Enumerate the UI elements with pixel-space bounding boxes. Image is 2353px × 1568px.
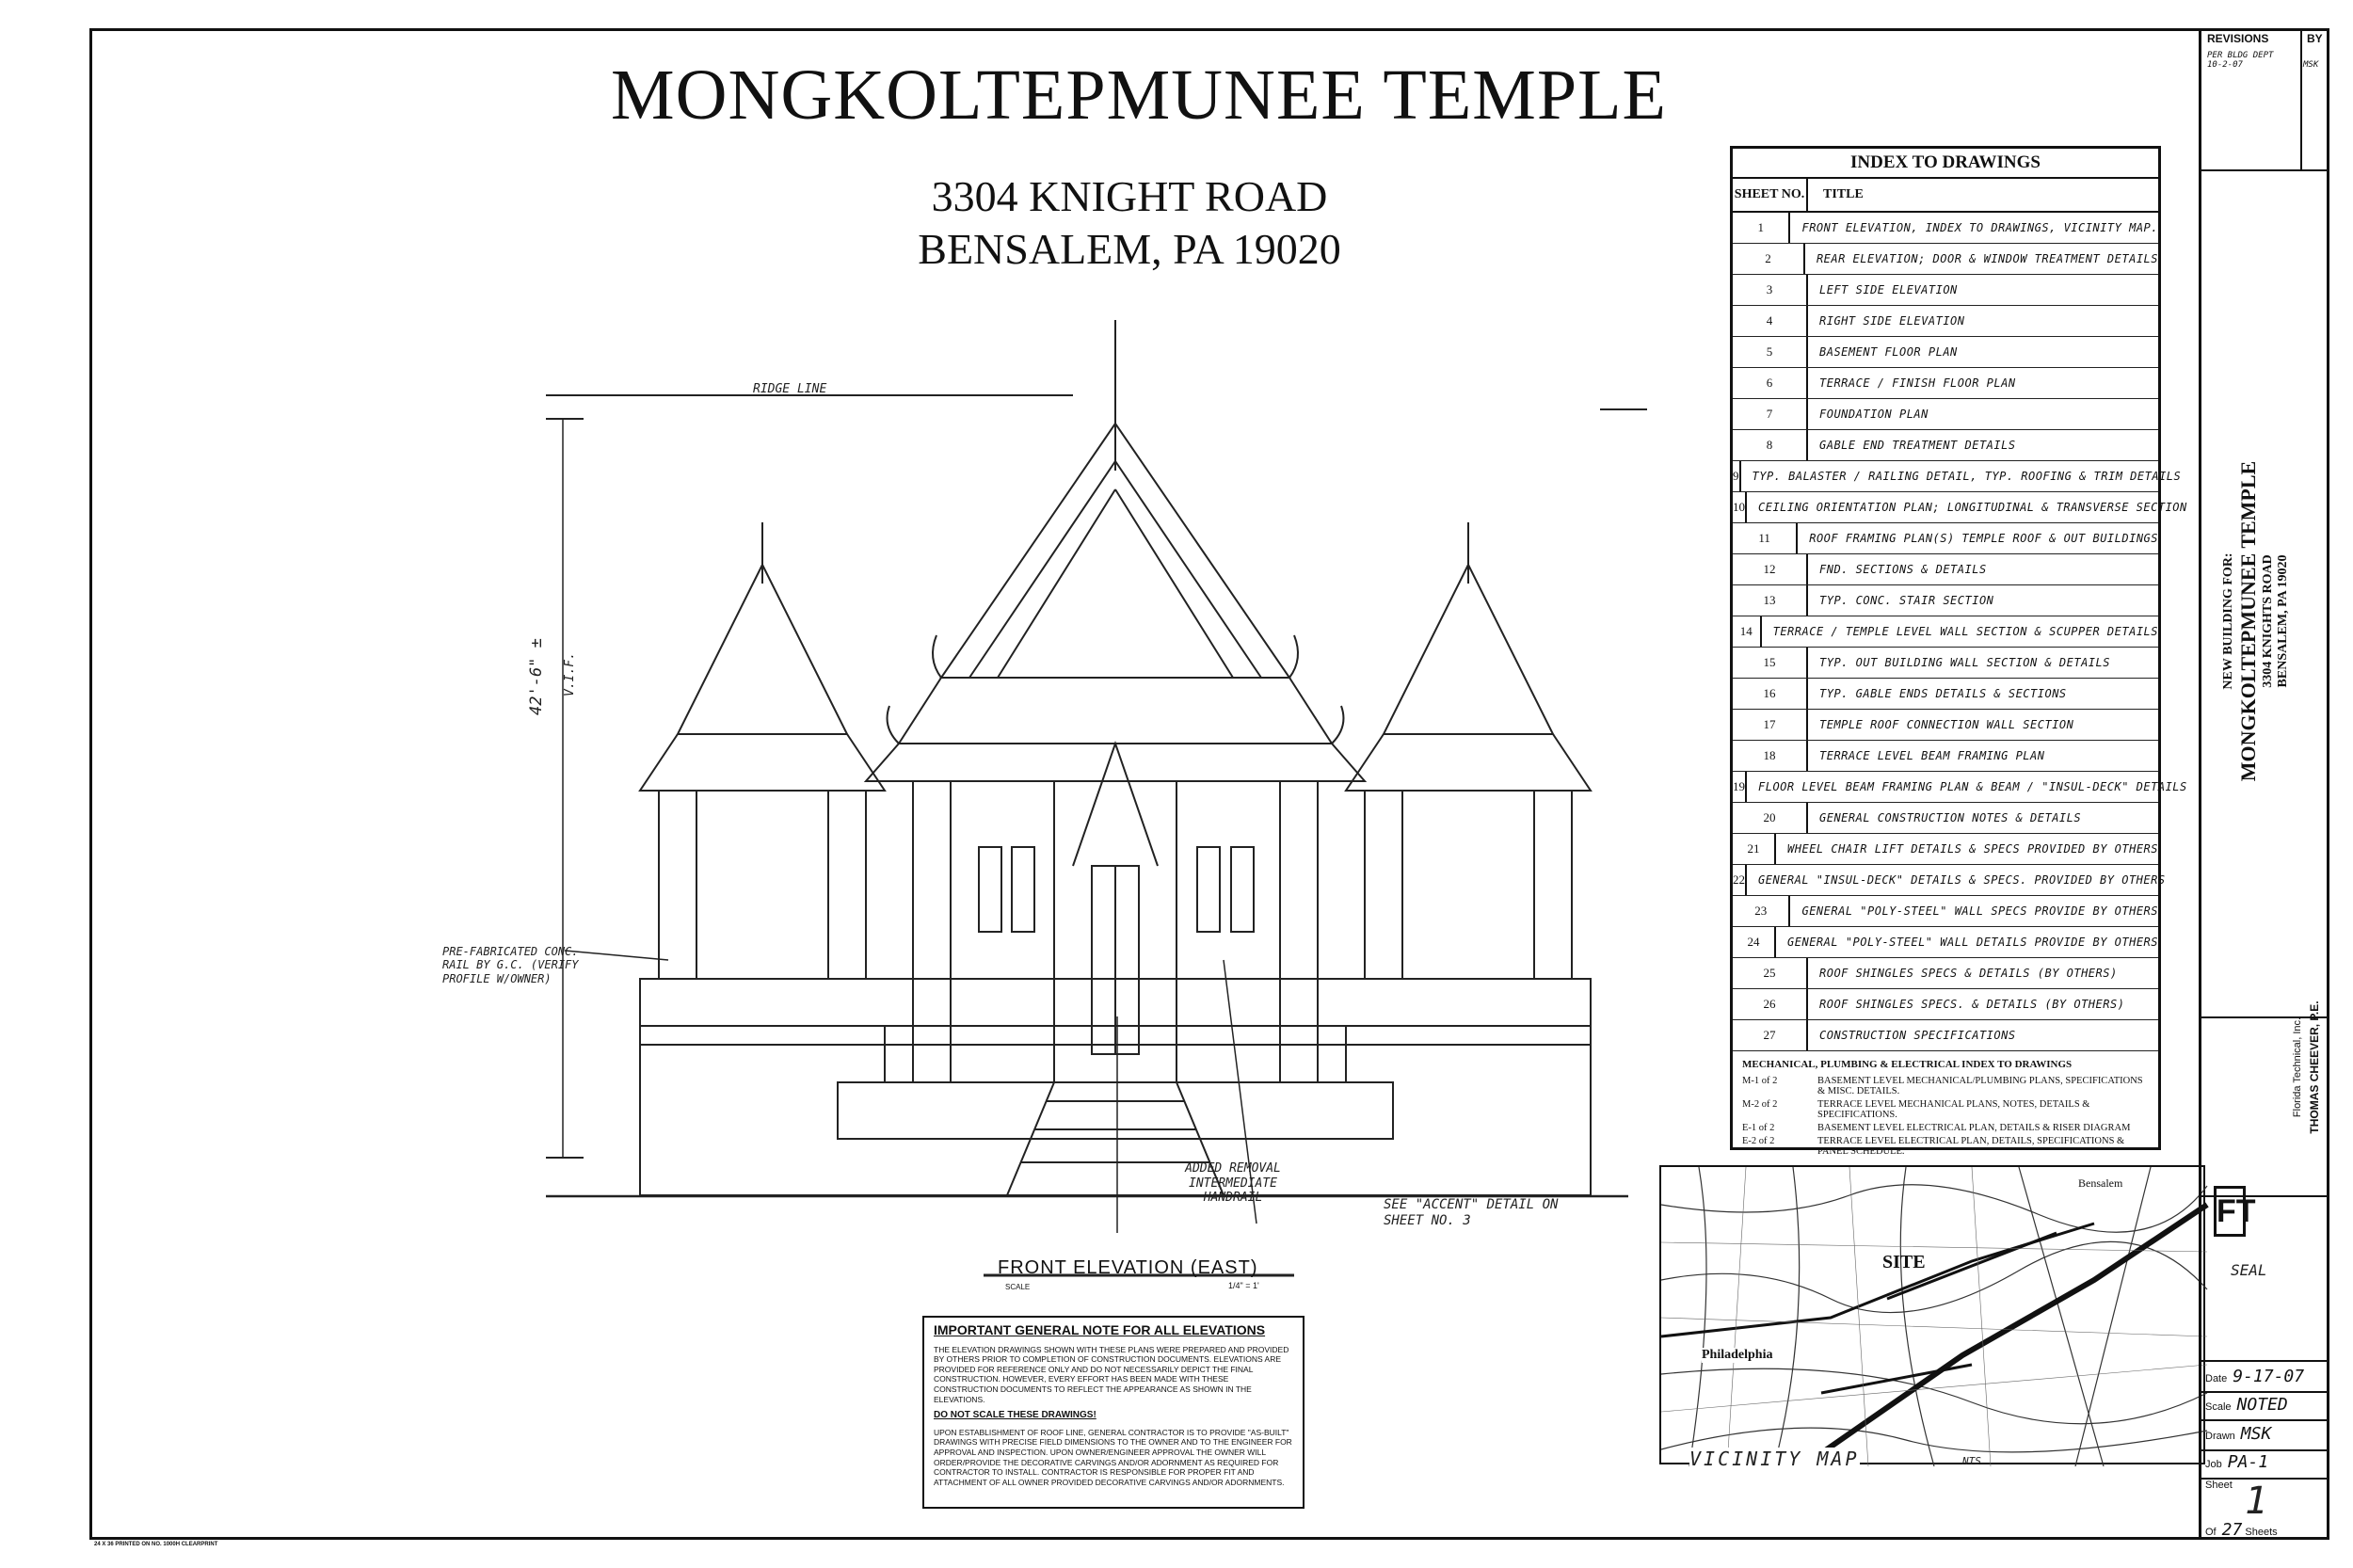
handrail-note: PRE-FABRICATED CONC. RAIL BY G.C. (VERIFY PROFILE W/OWNER): [442, 945, 579, 985]
date-label: Date: [2205, 1373, 2228, 1384]
index-sheet-no: 16: [1733, 679, 1808, 709]
front-elevation-drawing: [527, 301, 1638, 1299]
index-sheet-no: 8: [1733, 430, 1808, 460]
index-row: [1733, 958, 2158, 989]
index-row: [1733, 803, 2158, 834]
index-row: [1733, 275, 2158, 306]
index-sheet-title: REAR ELEVATION; DOOR & WINDOW TREATMENT DETAILS: [1816, 252, 2158, 265]
of-value: 27: [2221, 1520, 2243, 1540]
index-sheet-title: GENERAL "POLY-STEEL" WALL DETAILS PROVIDE BY OTHERS: [1787, 936, 2158, 949]
index-sheet-no: 15: [1733, 648, 1808, 678]
index-row: [1733, 492, 2187, 523]
index-row: [1733, 865, 2166, 896]
index-row: [1733, 368, 2158, 399]
index-sheet-title: GENERAL "POLY-STEEL" WALL SPECS PROVIDE BY OTHERS: [1801, 904, 2158, 918]
map-city-label: Philadelphia: [1702, 1348, 1773, 1362]
project-address-1: 3304 KNIGHTS ROAD: [2261, 554, 2275, 688]
index-sheet-title: GENERAL "INSUL-DECK" DETAILS & SPECS. PROVIDED BY OTHERS: [1758, 873, 2166, 887]
index-row: [1733, 834, 2158, 865]
index-row: [1733, 585, 2158, 616]
index-sheet-title: TERRACE / TEMPLE LEVEL WALL SECTION & SCUPPER DETAILS: [1772, 625, 2158, 638]
engineer-name: THOMAS CHEEVER, P.E.: [2308, 1000, 2321, 1134]
col-sheet-no: SHEET NO.: [1733, 179, 1808, 211]
index-sheet-no: 10: [1733, 492, 1747, 522]
index-column-headers: [1733, 179, 2158, 213]
scale-field-label: Scale: [2205, 1401, 2232, 1413]
project-name: MONGKOLTEPMUNEE TEMPLE: [2236, 460, 2260, 782]
index-sheet-no: 23: [1733, 896, 1790, 926]
scale-field: [2205, 1395, 2288, 1415]
mep-row: [1742, 1123, 2149, 1133]
accent-detail-note: SEE "ACCENT" DETAIL ON SHEET NO. 3: [1384, 1197, 1559, 1228]
index-row: [1733, 430, 2158, 461]
mep-description: TERRACE LEVEL ELECTRICAL PLAN, DETAILS, SPECIFICATIONS & PANEL SCHEDULE.: [1817, 1136, 2125, 1157]
height-dimension: 42'-6" ±: [527, 638, 546, 715]
index-sheet-title: FND. SECTIONS & DETAILS: [1819, 563, 1987, 576]
map-graphic: [1661, 1167, 2207, 1466]
index-sheet-title: WHEEL CHAIR LIFT DETAILS & SPECS PROVIDED BY OTHERS: [1787, 842, 2158, 856]
drawn-field: [2205, 1424, 2271, 1444]
index-sheet-no: 6: [1733, 368, 1808, 398]
project-for: NEW BUILDING FOR:: [2221, 552, 2235, 690]
map-town-label: Bensalem: [2078, 1176, 2123, 1190]
index-sheet-title: TYP. CONC. STAIR SECTION: [1819, 594, 1994, 607]
index-sheet-no: 18: [1733, 741, 1808, 771]
index-sheet-title: CONSTRUCTION SPECIFICATIONS: [1819, 1029, 2016, 1042]
index-sheet-no: 12: [1733, 554, 1808, 584]
mep-row: [1742, 1076, 2149, 1096]
index-sheet-no: 1: [1733, 213, 1790, 243]
note-paragraph-1: THE ELEVATION DRAWINGS SHOWN WITH THESE PLANS WERE PREPARED AND PROVIDED BY OTHERS PRIOR TO COMPLETION OF CONSTRUCTION DOCUMENTS. ELEVATIONS ARE PROVIDED FOR REFERENCE ONLY AND DO NOT NECESSARILY DEPICT THE FINAL CONSTRUCTION. HOWEVER, EVERY EFFORT HAS BEEN MADE WITH THESE CONSTRUCTION DOCUMENTS TO REFLECT THE APPEARANCE AS SHOWN IN THE ELEVATIONS.: [934, 1344, 1289, 1404]
index-row: [1733, 244, 2158, 275]
index-sheet-title: ROOF FRAMING PLAN(S) TEMPLE ROOF & OUT BUILDINGS: [1809, 532, 2158, 545]
scale-label: SCALE: [1005, 1283, 1031, 1291]
index-sheet-title: LEFT SIDE ELEVATION: [1819, 283, 1958, 296]
revision-note: PER BLDG DEPT 10-2-07: [2207, 51, 2274, 70]
index-sheet-title: TEMPLE ROOF CONNECTION WALL SECTION: [1819, 718, 2074, 731]
firm-logo: FT: [2214, 1186, 2246, 1237]
index-sheet-no: 13: [1733, 585, 1808, 616]
index-sheet-no: 5: [1733, 337, 1808, 367]
index-row: [1733, 523, 2158, 554]
paper-imprint: 24 X 36 PRINTED ON NO. 1000H CLEARPRINT: [94, 1542, 218, 1547]
mep-description: BASEMENT LEVEL ELECTRICAL PLAN, DETAILS & RISER DIAGRAM: [1817, 1123, 2131, 1133]
index-sheet-no: 24: [1733, 927, 1776, 957]
index-row: [1733, 648, 2158, 679]
note-title: IMPORTANT GENERAL NOTE FOR ALL ELEVATIONS: [934, 1322, 1266, 1337]
index-sheet-no: 4: [1733, 306, 1808, 336]
mep-code: M-2 of 2: [1742, 1099, 1778, 1110]
index-sheet-no: 14: [1733, 616, 1762, 647]
mep-index: [1733, 1051, 2158, 1167]
index-sheet-title: TERRACE / FINISH FLOOR PLAN: [1819, 376, 2016, 390]
index-sheet-no: 11: [1733, 523, 1798, 553]
index-row: [1733, 213, 2158, 244]
mep-code: E-1 of 2: [1742, 1123, 1775, 1133]
index-sheet-no: 21: [1733, 834, 1776, 864]
index-sheet-title: TYP. GABLE ENDS DETAILS & SECTIONS: [1819, 687, 2067, 700]
index-row: [1733, 399, 2158, 430]
drawing-title: MONGKOLTEPMUNEE TEMPLE: [611, 56, 1667, 135]
index-sheet-no: 25: [1733, 958, 1808, 988]
index-sheet-no: 26: [1733, 989, 1808, 1019]
sheet-field-label: Sheet: [2205, 1480, 2233, 1491]
elevation-caption: FRONT ELEVATION (EAST): [998, 1257, 1258, 1278]
index-row: [1733, 461, 2182, 492]
project-address-2: BENSALEM, PA 19020: [2276, 554, 2290, 688]
index-row: [1733, 306, 2158, 337]
index-sheet-title: FLOOR LEVEL BEAM FRAMING PLAN & BEAM / "INSUL-DECK" DETAILS: [1758, 780, 2187, 793]
index-row: [1733, 927, 2158, 958]
mep-description: BASEMENT LEVEL MECHANICAL/PLUMBING PLANS, SPECIFICATIONS & MISC. DETAILS.: [1817, 1076, 2143, 1096]
date-value: 9-17-07: [2233, 1367, 2305, 1386]
index-sheet-no: 19: [1733, 772, 1747, 802]
index-heading: INDEX TO DRAWINGS: [1733, 149, 2158, 179]
job-value: PA-1: [2227, 1452, 2269, 1472]
scale-value: 1/4" = 1': [1228, 1281, 1259, 1290]
index-sheet-title: GENERAL CONSTRUCTION NOTES & DETAILS: [1819, 811, 2082, 824]
index-row: [1733, 741, 2158, 772]
index-rows: [1733, 213, 2187, 1051]
mep-code: E-2 of 2: [1742, 1136, 1775, 1146]
revision-by: MSK: [2303, 60, 2319, 70]
index-sheet-title: TYP. BALASTER / RAILING DETAIL, TYP. ROOFING & TRIM DETAILS: [1752, 470, 2182, 483]
general-note-box: [922, 1316, 1305, 1509]
mep-index-title: MECHANICAL, PLUMBING & ELECTRICAL INDEX TO DRAWINGS: [1742, 1059, 2073, 1070]
sheets-label: Sheets: [2245, 1527, 2278, 1538]
index-row: [1733, 772, 2187, 803]
index-row: [1733, 896, 2158, 927]
seal-label: SEAL: [2231, 1261, 2267, 1279]
mep-row: [1742, 1136, 2149, 1157]
address-line-1: 3304 KNIGHT ROAD: [931, 172, 1328, 220]
index-row: [1733, 554, 2158, 585]
index-sheet-title: TYP. OUT BUILDING WALL SECTION & DETAILS: [1819, 656, 2110, 669]
date-field: [2205, 1367, 2304, 1386]
drawn-value: MSK: [2240, 1424, 2272, 1444]
vicinity-map: [1659, 1165, 2205, 1464]
map-site-label: SITE: [1882, 1252, 1926, 1272]
sheet-number: 1: [2245, 1480, 2268, 1523]
index-sheet-title: FOUNDATION PLAN: [1819, 408, 1929, 421]
index-sheet-title: RIGHT SIDE ELEVATION: [1819, 314, 1965, 328]
mep-description: TERRACE LEVEL MECHANICAL PLANS, NOTES, DETAILS & SPECIFICATIONS.: [1817, 1099, 2090, 1120]
index-sheet-title: BASEMENT FLOOR PLAN: [1819, 345, 1958, 359]
mep-rows: [1742, 1076, 2149, 1157]
sheet-count-field: [2205, 1520, 2278, 1540]
height-verify-note: V.I.F.: [563, 652, 577, 696]
index-sheet-title: ROOF SHINGLES SPECS & DETAILS (BY OTHERS): [1819, 967, 2118, 980]
index-sheet-no: 7: [1733, 399, 1808, 429]
index-sheet-no: 2: [1733, 244, 1805, 274]
index-sheet-no: 27: [1733, 1020, 1808, 1050]
scale-field-value: NOTED: [2236, 1395, 2288, 1415]
index-sheet-no: 9: [1733, 461, 1741, 491]
index-to-drawings-table: [1730, 146, 2187, 1157]
index-sheet-no: 20: [1733, 803, 1808, 833]
index-sheet-no: 22: [1733, 865, 1747, 895]
revisions-header: REVISIONS: [2207, 32, 2269, 45]
firm-name: Florida Technical, Inc.: [2292, 1016, 2303, 1118]
index-sheet-title: ROOF SHINGLES SPECS. & DETAILS (BY OTHERS): [1819, 998, 2125, 1011]
index-sheet-title: CEILING ORIENTATION PLAN; LONGITUDINAL & TRANSVERSE SECTION: [1758, 501, 2187, 514]
vicinity-map-caption: VICINITY MAP: [1689, 1448, 1860, 1470]
index-sheet-no: 17: [1733, 710, 1808, 740]
mep-code: M-1 of 2: [1742, 1076, 1778, 1086]
index-sheet-title: FRONT ELEVATION, INDEX TO DRAWINGS, VICINITY MAP.: [1801, 221, 2158, 234]
address-line-2: BENSALEM, PA 19020: [918, 225, 1341, 273]
removal-handrail-note: ADDED REMOVAL INTERMEDIATE HANDRAIL: [1185, 1161, 1281, 1206]
vicinity-map-scale: NTS: [1962, 1455, 1981, 1467]
index-row: [1733, 337, 2158, 368]
ridge-line-label: RIDGE LINE: [753, 382, 827, 396]
col-title: TITLE: [1823, 187, 1864, 201]
job-label: Job: [2205, 1459, 2222, 1470]
note-warning: DO NOT SCALE THESE DRAWINGS!: [934, 1410, 1096, 1421]
index-row: [1733, 1020, 2158, 1051]
index-sheet-title: GABLE END TREATMENT DETAILS: [1819, 439, 2016, 452]
by-header: BY: [2307, 32, 2323, 45]
index-row: [1733, 710, 2158, 741]
job-field: [2205, 1452, 2268, 1472]
mep-row: [1742, 1099, 2149, 1120]
of-label: Of: [2205, 1527, 2217, 1538]
index-row: [1733, 616, 2158, 648]
drawn-label: Drawn: [2205, 1431, 2235, 1442]
project-title-vertical: [2221, 292, 2291, 951]
note-paragraph-2: UPON ESTABLISHMENT OF ROOF LINE, GENERAL CONTRACTOR IS TO PROVIDE "AS-BUILT" DRAWINGS WITH PRECISE FIELD DIMENSIONS TO THE OWNER AND TO THE ENGINEER FOR APPROVAL AND INSPECTION. UPON OWNER/ENGINEER APPROVAL THE OWNER WILL ORDER/PROVIDE THE DECORATIVE CARVINGS AND/OR ADORNMENT AS REQUIRED FOR CONTRACTOR TO INSTALL. CONTRACTOR IS RESPONSIBLE FOR PROPER FIT AND ATTACHMENT OF ALL OWNER PROVIDED DECORATIVE CARVINGS AND/OR ADORNMENTS.: [934, 1427, 1292, 1487]
index-row: [1733, 989, 2158, 1020]
index-sheet-title: TERRACE LEVEL BEAM FRAMING PLAN: [1819, 749, 2045, 762]
index-sheet-no: 3: [1733, 275, 1808, 305]
index-row: [1733, 679, 2158, 710]
